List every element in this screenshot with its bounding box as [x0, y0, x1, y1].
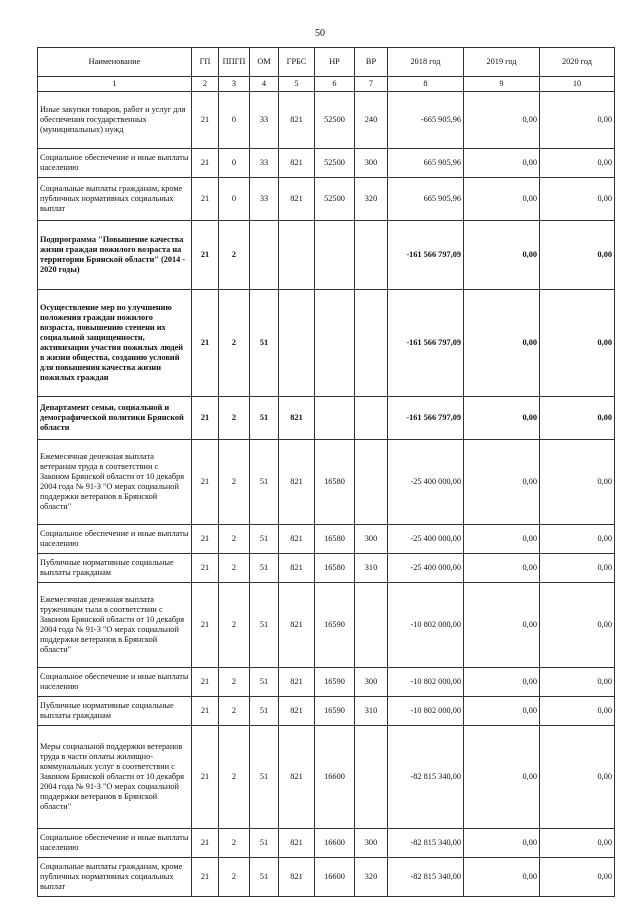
row-nr: 16590	[315, 697, 355, 726]
row-name: Публичные нормативные социальные выплаты гражданам	[38, 697, 192, 726]
table-row	[38, 149, 615, 178]
row-2020: 0,00	[540, 92, 615, 149]
row-vr	[355, 397, 388, 440]
row-nr: 16590	[315, 583, 355, 668]
row-vr: 310	[355, 554, 388, 583]
budget-table	[37, 47, 615, 897]
row-ppgp: 0	[219, 149, 250, 178]
row-2020: 0,00	[540, 290, 615, 397]
page-number: 50	[315, 28, 325, 39]
row-nr: 52500	[315, 178, 355, 221]
row-nr: 16600	[315, 829, 355, 858]
row-grbs: 821	[279, 397, 315, 440]
row-nr: 16580	[315, 554, 355, 583]
row-om: 33	[250, 149, 279, 178]
row-gp: 21	[192, 440, 219, 525]
row-2019: 0,00	[464, 178, 540, 221]
row-om: 51	[250, 668, 279, 697]
row-grbs: 821	[279, 525, 315, 554]
table-row	[38, 697, 615, 726]
row-om: 51	[250, 290, 279, 397]
table-row	[38, 178, 615, 221]
row-2018: -25 400 000,00	[388, 525, 464, 554]
row-om: 51	[250, 525, 279, 554]
row-name: Социальное обеспечение и иные выплаты населению	[38, 829, 192, 858]
row-2018: -25 400 000,00	[388, 554, 464, 583]
row-name: Иные закупки товаров, работ и услуг для обеспечения государственных (муниципальных) нужд	[38, 92, 192, 149]
row-ppgp: 2	[219, 583, 250, 668]
row-2020: 0,00	[540, 397, 615, 440]
row-vr	[355, 290, 388, 397]
row-nr: 16600	[315, 858, 355, 897]
row-2019: 0,00	[464, 440, 540, 525]
table-row	[38, 726, 615, 829]
row-name: Социальные выплаты гражданам, кроме публичных нормативных социальных выплат	[38, 178, 192, 221]
row-name: Социальное обеспечение и иные выплаты населению	[38, 149, 192, 178]
row-ppgp: 0	[219, 178, 250, 221]
column-number-row	[38, 77, 615, 92]
row-om: 33	[250, 178, 279, 221]
row-2020: 0,00	[540, 178, 615, 221]
table-row	[38, 525, 615, 554]
row-2018: 665 905,96	[388, 178, 464, 221]
row-vr: 320	[355, 858, 388, 897]
row-2019: 0,00	[464, 221, 540, 290]
row-ppgp: 2	[219, 697, 250, 726]
row-2018: -161 566 797,09	[388, 397, 464, 440]
col-header-2018: 2018 год	[388, 48, 464, 77]
col-header-gp: ГП	[192, 48, 219, 77]
row-om: 51	[250, 583, 279, 668]
row-gp: 21	[192, 290, 219, 397]
row-2019: 0,00	[464, 525, 540, 554]
col-header-nr: НР	[315, 48, 355, 77]
table-row	[38, 668, 615, 697]
row-2019: 0,00	[464, 92, 540, 149]
row-ppgp: 0	[219, 92, 250, 149]
row-2018: -82 815 340,00	[388, 726, 464, 829]
row-vr: 320	[355, 178, 388, 221]
col-number: 7	[355, 77, 388, 92]
table-row	[38, 583, 615, 668]
row-grbs: 821	[279, 178, 315, 221]
row-nr: 52500	[315, 92, 355, 149]
table-row	[38, 829, 615, 858]
row-2018: -82 815 340,00	[388, 858, 464, 897]
row-om: 51	[250, 397, 279, 440]
row-grbs: 821	[279, 92, 315, 149]
row-vr: 300	[355, 668, 388, 697]
row-name: Подпрограмма "Повышение качества жизни граждан пожилого возраста на территории Брянской области" (2014 - 2020 годы)	[38, 221, 192, 290]
row-2018: -10 802 000,00	[388, 583, 464, 668]
row-2019: 0,00	[464, 668, 540, 697]
col-number: 8	[388, 77, 464, 92]
row-nr: 16580	[315, 525, 355, 554]
row-vr	[355, 221, 388, 290]
row-vr	[355, 583, 388, 668]
row-grbs: 821	[279, 149, 315, 178]
row-ppgp: 2	[219, 397, 250, 440]
row-name: Социальное обеспечение и иные выплаты населению	[38, 525, 192, 554]
row-2018: -10 802 000,00	[388, 668, 464, 697]
row-ppgp: 2	[219, 726, 250, 829]
row-grbs: 821	[279, 726, 315, 829]
row-name: Ежемесячная денежная выплата труженикам тыла в соответствии с Законом Брянской области от 10 декабря 2004 года № 91-З "О мерах социальной поддержки ветеранов в Брянской области"	[38, 583, 192, 668]
row-ppgp: 2	[219, 221, 250, 290]
row-gp: 21	[192, 525, 219, 554]
row-gp: 21	[192, 221, 219, 290]
row-gp: 21	[192, 178, 219, 221]
col-number: 5	[279, 77, 315, 92]
col-number: 4	[250, 77, 279, 92]
row-vr: 300	[355, 829, 388, 858]
row-om	[250, 221, 279, 290]
row-2018: -161 566 797,09	[388, 221, 464, 290]
row-2020: 0,00	[540, 525, 615, 554]
row-2020: 0,00	[540, 726, 615, 829]
col-number: 10	[540, 77, 615, 92]
row-grbs: 821	[279, 829, 315, 858]
row-nr	[315, 221, 355, 290]
row-ppgp: 2	[219, 290, 250, 397]
row-2020: 0,00	[540, 829, 615, 858]
row-2020: 0,00	[540, 554, 615, 583]
row-om: 51	[250, 858, 279, 897]
row-om: 51	[250, 554, 279, 583]
table-row	[38, 858, 615, 897]
row-gp: 21	[192, 583, 219, 668]
row-vr: 300	[355, 149, 388, 178]
row-2018: -161 566 797,09	[388, 290, 464, 397]
row-om: 51	[250, 829, 279, 858]
row-nr	[315, 290, 355, 397]
row-name: Ежемесячная денежная выплата ветеранам труда в соответствии с Законом Брянской области от 10 декабря 2004 года № 91-З "О мерах социальной поддержки ветеранов в Брянской области"	[38, 440, 192, 525]
row-2018: -10 802 000,00	[388, 697, 464, 726]
row-2019: 0,00	[464, 583, 540, 668]
row-gp: 21	[192, 397, 219, 440]
row-nr	[315, 397, 355, 440]
row-nr: 16580	[315, 440, 355, 525]
col-header-2020: 2020 год	[540, 48, 615, 77]
col-header-name: Наименование	[38, 48, 192, 77]
row-vr: 310	[355, 697, 388, 726]
row-2020: 0,00	[540, 858, 615, 897]
row-gp: 21	[192, 668, 219, 697]
row-grbs: 821	[279, 583, 315, 668]
row-name: Меры социальной поддержки ветеранов труда в части оплаты жилищно-коммунальных услуг в соответствии с Законом Брянской области от 10 декабря 2004 года № 91-З "О мерах социальной поддержки ветеранов в Брянской области"	[38, 726, 192, 829]
row-2018: -25 400 000,00	[388, 440, 464, 525]
row-vr: 300	[355, 525, 388, 554]
row-name: Осуществление мер по улучшению положения граждан пожилого возраста, повышению степени их социальной защищенности, активизации участия пожилых людей в жизни общества, созданию условий для повышения качества жизни пожилых граждан	[38, 290, 192, 397]
row-2019: 0,00	[464, 858, 540, 897]
row-vr: 240	[355, 92, 388, 149]
row-name: Социальные выплаты гражданам, кроме публичных нормативных социальных выплат	[38, 858, 192, 897]
table-row	[38, 397, 615, 440]
col-number: 6	[315, 77, 355, 92]
table-row	[38, 440, 615, 525]
row-2018: 665 905,96	[388, 149, 464, 178]
row-ppgp: 2	[219, 554, 250, 583]
row-2020: 0,00	[540, 697, 615, 726]
row-gp: 21	[192, 829, 219, 858]
row-vr	[355, 440, 388, 525]
row-2018: -665 905,96	[388, 92, 464, 149]
row-vr	[355, 726, 388, 829]
row-gp: 21	[192, 554, 219, 583]
row-2020: 0,00	[540, 583, 615, 668]
col-header-vr: ВР	[355, 48, 388, 77]
row-2019: 0,00	[464, 726, 540, 829]
row-grbs: 821	[279, 440, 315, 525]
row-2019: 0,00	[464, 829, 540, 858]
row-ppgp: 2	[219, 668, 250, 697]
row-gp: 21	[192, 697, 219, 726]
table-row	[38, 290, 615, 397]
row-ppgp: 2	[219, 829, 250, 858]
row-2019: 0,00	[464, 697, 540, 726]
col-header-2019: 2019 год	[464, 48, 540, 77]
row-grbs: 821	[279, 554, 315, 583]
col-header-om: ОМ	[250, 48, 279, 77]
row-2019: 0,00	[464, 290, 540, 397]
table-row	[38, 92, 615, 149]
header-row	[38, 48, 615, 77]
row-2020: 0,00	[540, 440, 615, 525]
row-2019: 0,00	[464, 149, 540, 178]
row-name: Публичные нормативные социальные выплаты гражданам	[38, 554, 192, 583]
row-grbs	[279, 290, 315, 397]
row-2020: 0,00	[540, 149, 615, 178]
table-row	[38, 221, 615, 290]
row-gp: 21	[192, 92, 219, 149]
col-number: 1	[38, 77, 192, 92]
col-header-grbs: ГРБС	[279, 48, 315, 77]
col-number: 2	[192, 77, 219, 92]
row-grbs: 821	[279, 697, 315, 726]
col-header-ppgp: ППГП	[219, 48, 250, 77]
row-om: 51	[250, 697, 279, 726]
row-gp: 21	[192, 858, 219, 897]
row-name: Социальное обеспечение и иные выплаты населению	[38, 668, 192, 697]
row-2019: 0,00	[464, 554, 540, 583]
row-om: 51	[250, 440, 279, 525]
row-ppgp: 2	[219, 525, 250, 554]
row-name: Департамент семьи, социальной и демографической политики Брянской области	[38, 397, 192, 440]
row-grbs: 821	[279, 668, 315, 697]
row-grbs: 821	[279, 858, 315, 897]
row-nr: 52500	[315, 149, 355, 178]
row-gp: 21	[192, 149, 219, 178]
row-2018: -82 815 340,00	[388, 829, 464, 858]
table-row	[38, 554, 615, 583]
row-om: 33	[250, 92, 279, 149]
row-nr: 16590	[315, 668, 355, 697]
row-om: 51	[250, 726, 279, 829]
row-ppgp: 2	[219, 440, 250, 525]
row-2020: 0,00	[540, 221, 615, 290]
row-gp: 21	[192, 726, 219, 829]
col-number: 3	[219, 77, 250, 92]
row-ppgp: 2	[219, 858, 250, 897]
row-2020: 0,00	[540, 668, 615, 697]
row-2019: 0,00	[464, 397, 540, 440]
row-grbs	[279, 221, 315, 290]
row-nr: 16600	[315, 726, 355, 829]
col-number: 9	[464, 77, 540, 92]
